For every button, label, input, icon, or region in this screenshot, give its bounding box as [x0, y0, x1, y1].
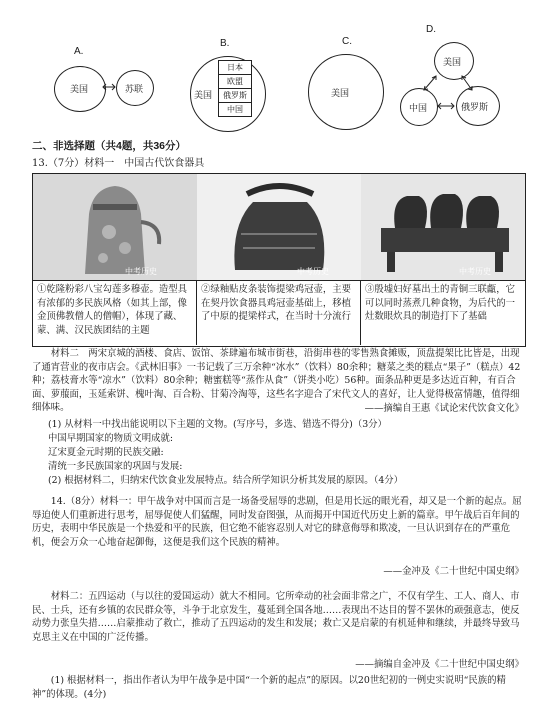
- section-title: 二、非选择题（共4题，共36分）: [32, 140, 187, 152]
- ewer-image: [33, 174, 197, 280]
- option-d-usa: 美国: [443, 57, 462, 67]
- q14-question-1: (1) 根据材料一，指出作者认为甲午战争是中国“一个新的起点”的原因。以20世纪初的一例史实说明“民族的精神”的体现。(4分): [32, 675, 506, 700]
- option-b-item: 俄罗斯: [219, 89, 251, 103]
- triangle-arrows-icon: [396, 40, 506, 130]
- option-b-list: [218, 60, 252, 117]
- bronze-vessel-image: [361, 174, 525, 280]
- watermark-text: 中考历史: [297, 267, 329, 276]
- double-arrow-icon: [102, 82, 116, 92]
- q14-material2-source: ——摘编自金冲及《二十世纪中国史纲》: [355, 659, 524, 670]
- option-d-label: D.: [426, 24, 436, 35]
- q13-header: 13.（7分）材料一 中国古代饮食器具: [32, 158, 205, 169]
- artifact-caption-2: ②绿釉贴皮条装饰提梁鸡冠壶，主要在契丹饮食器具鸡冠壶基础上，移植了中原的提梁样式，在当时十分流行: [197, 281, 361, 345]
- q13-material2: 材料二 两宋京城的酒楼、食店、饭馆、茶肆遍布城市街巷，沿街串巷的零售熟食摊贩，顶盘提架比比皆是，出现了通宵营业的夜市店会。《武林旧事》一书记载了三万余种“冰水”（饮料）80余种；糖菜之类的糕点“果子”（糕点）42种；荔枝膏水等“凉水”（饮料）80余种；糖蜜糕等“蒸作从食”（饼类小吃）56种。面条品种更是多达近百种，有百合面、萝菔面，玉延索饼、槐叶淘、百合粉、甘菊冷淘等，这些名字迎合了宋代文人的喜好，让人觉得极富情趣，值得细细体味。: [32, 348, 521, 414]
- option-b-item: 中国: [227, 105, 243, 114]
- topic-line: 清统一多民族国家的巩固与发展:: [48, 461, 183, 472]
- q14-material1: 14.（8分）材料一：甲午战争对中国而言是一场备受屈辱的悲剧，但是用长远的眼光看，却又是一个新的起点。屈辱迫使人们重新进行思考，屈辱促使人们猛醒，同时发奋图强，从而揭开中国近代历史上新的篇章。甲午战后百年间的历史，表明中华民族是一个热爱和平的民族，但它绝不能容忍别人对它的肆意侮辱和欺凌，一旦认识到存在的严重危机，便会万众一心地奋起御侮，这便是我们这个民族的精神。: [32, 496, 522, 548]
- artifact-image-1: [33, 174, 198, 280]
- artifact-image-3: [361, 174, 526, 280]
- topic-line: 中国早期国家的物质文明成就:: [48, 433, 174, 444]
- option-a-usa: 美国: [70, 84, 89, 94]
- option-a-ussr: 苏联: [125, 84, 144, 94]
- option-d-russia: 俄罗斯: [461, 102, 489, 112]
- option-d-china: 中国: [409, 103, 428, 113]
- artifact-caption-3: ③殷墟妇好墓出土的青铜三联甗，它可以同时蒸煮几种食物，为后代的一灶数眼炊具的制造打下了基础: [365, 284, 516, 323]
- q14-material1-source: ——金冲及《二十世纪中国史纲》: [383, 566, 524, 577]
- option-c-usa: 美国: [331, 88, 350, 98]
- q13-question-2: (2) 根据材料二，归纳宋代饮食业发展特点。结合所学知识分析其发展的原因。（4分）: [48, 475, 404, 486]
- option-b-label: B.: [220, 38, 230, 49]
- option-b-usa: 美国: [194, 90, 213, 100]
- option-b-item: 日本: [219, 61, 251, 75]
- artifact-caption-1: ①乾隆粉彩八宝勾莲多穆壶。造型具有浓郁的多民族风格（如其上部，像金顶佛教僧人的僧帽），体现了藏、蒙、满、汉民族团结的主题: [33, 281, 197, 345]
- topic-line: 辽宋夏金元时期的民族交融:: [48, 447, 164, 458]
- q13-question-1: (1) 从材料一中找出能说明以下主题的文物。(写序号，多选、错选不得分)（3分）: [48, 419, 387, 430]
- pot-image: [197, 174, 361, 280]
- watermark-text: 中考历史: [125, 267, 157, 276]
- option-a-label: A.: [74, 46, 84, 57]
- watermark-text: 中考历史: [459, 267, 491, 276]
- q14-material2: 材料二：五四运动（与以往的爱国运动）就大不相同。它所牵动的社会面非常之广，不仅有学生、工人、商人、市民、士兵，还有乡镇的农民群众等，斗争于北京发生，蔓延到全国各地……表现出不达目的誓不罢休的顽强意志，使反动势力张皇失措……启蒙推动了救亡，推动了五四运动的发生和发展；救亡又是启蒙的有机延伸和继续，并最终导致马克思主义在中国的广泛传播。: [32, 591, 520, 643]
- q13-material2-source: ——摘编自王惠《试论宋代饮食文化》: [364, 403, 524, 414]
- artifact-image-2: [197, 174, 362, 280]
- artifact-table: [32, 173, 526, 347]
- option-b-item: 欧盟: [219, 75, 251, 89]
- option-c-label: C.: [342, 36, 352, 47]
